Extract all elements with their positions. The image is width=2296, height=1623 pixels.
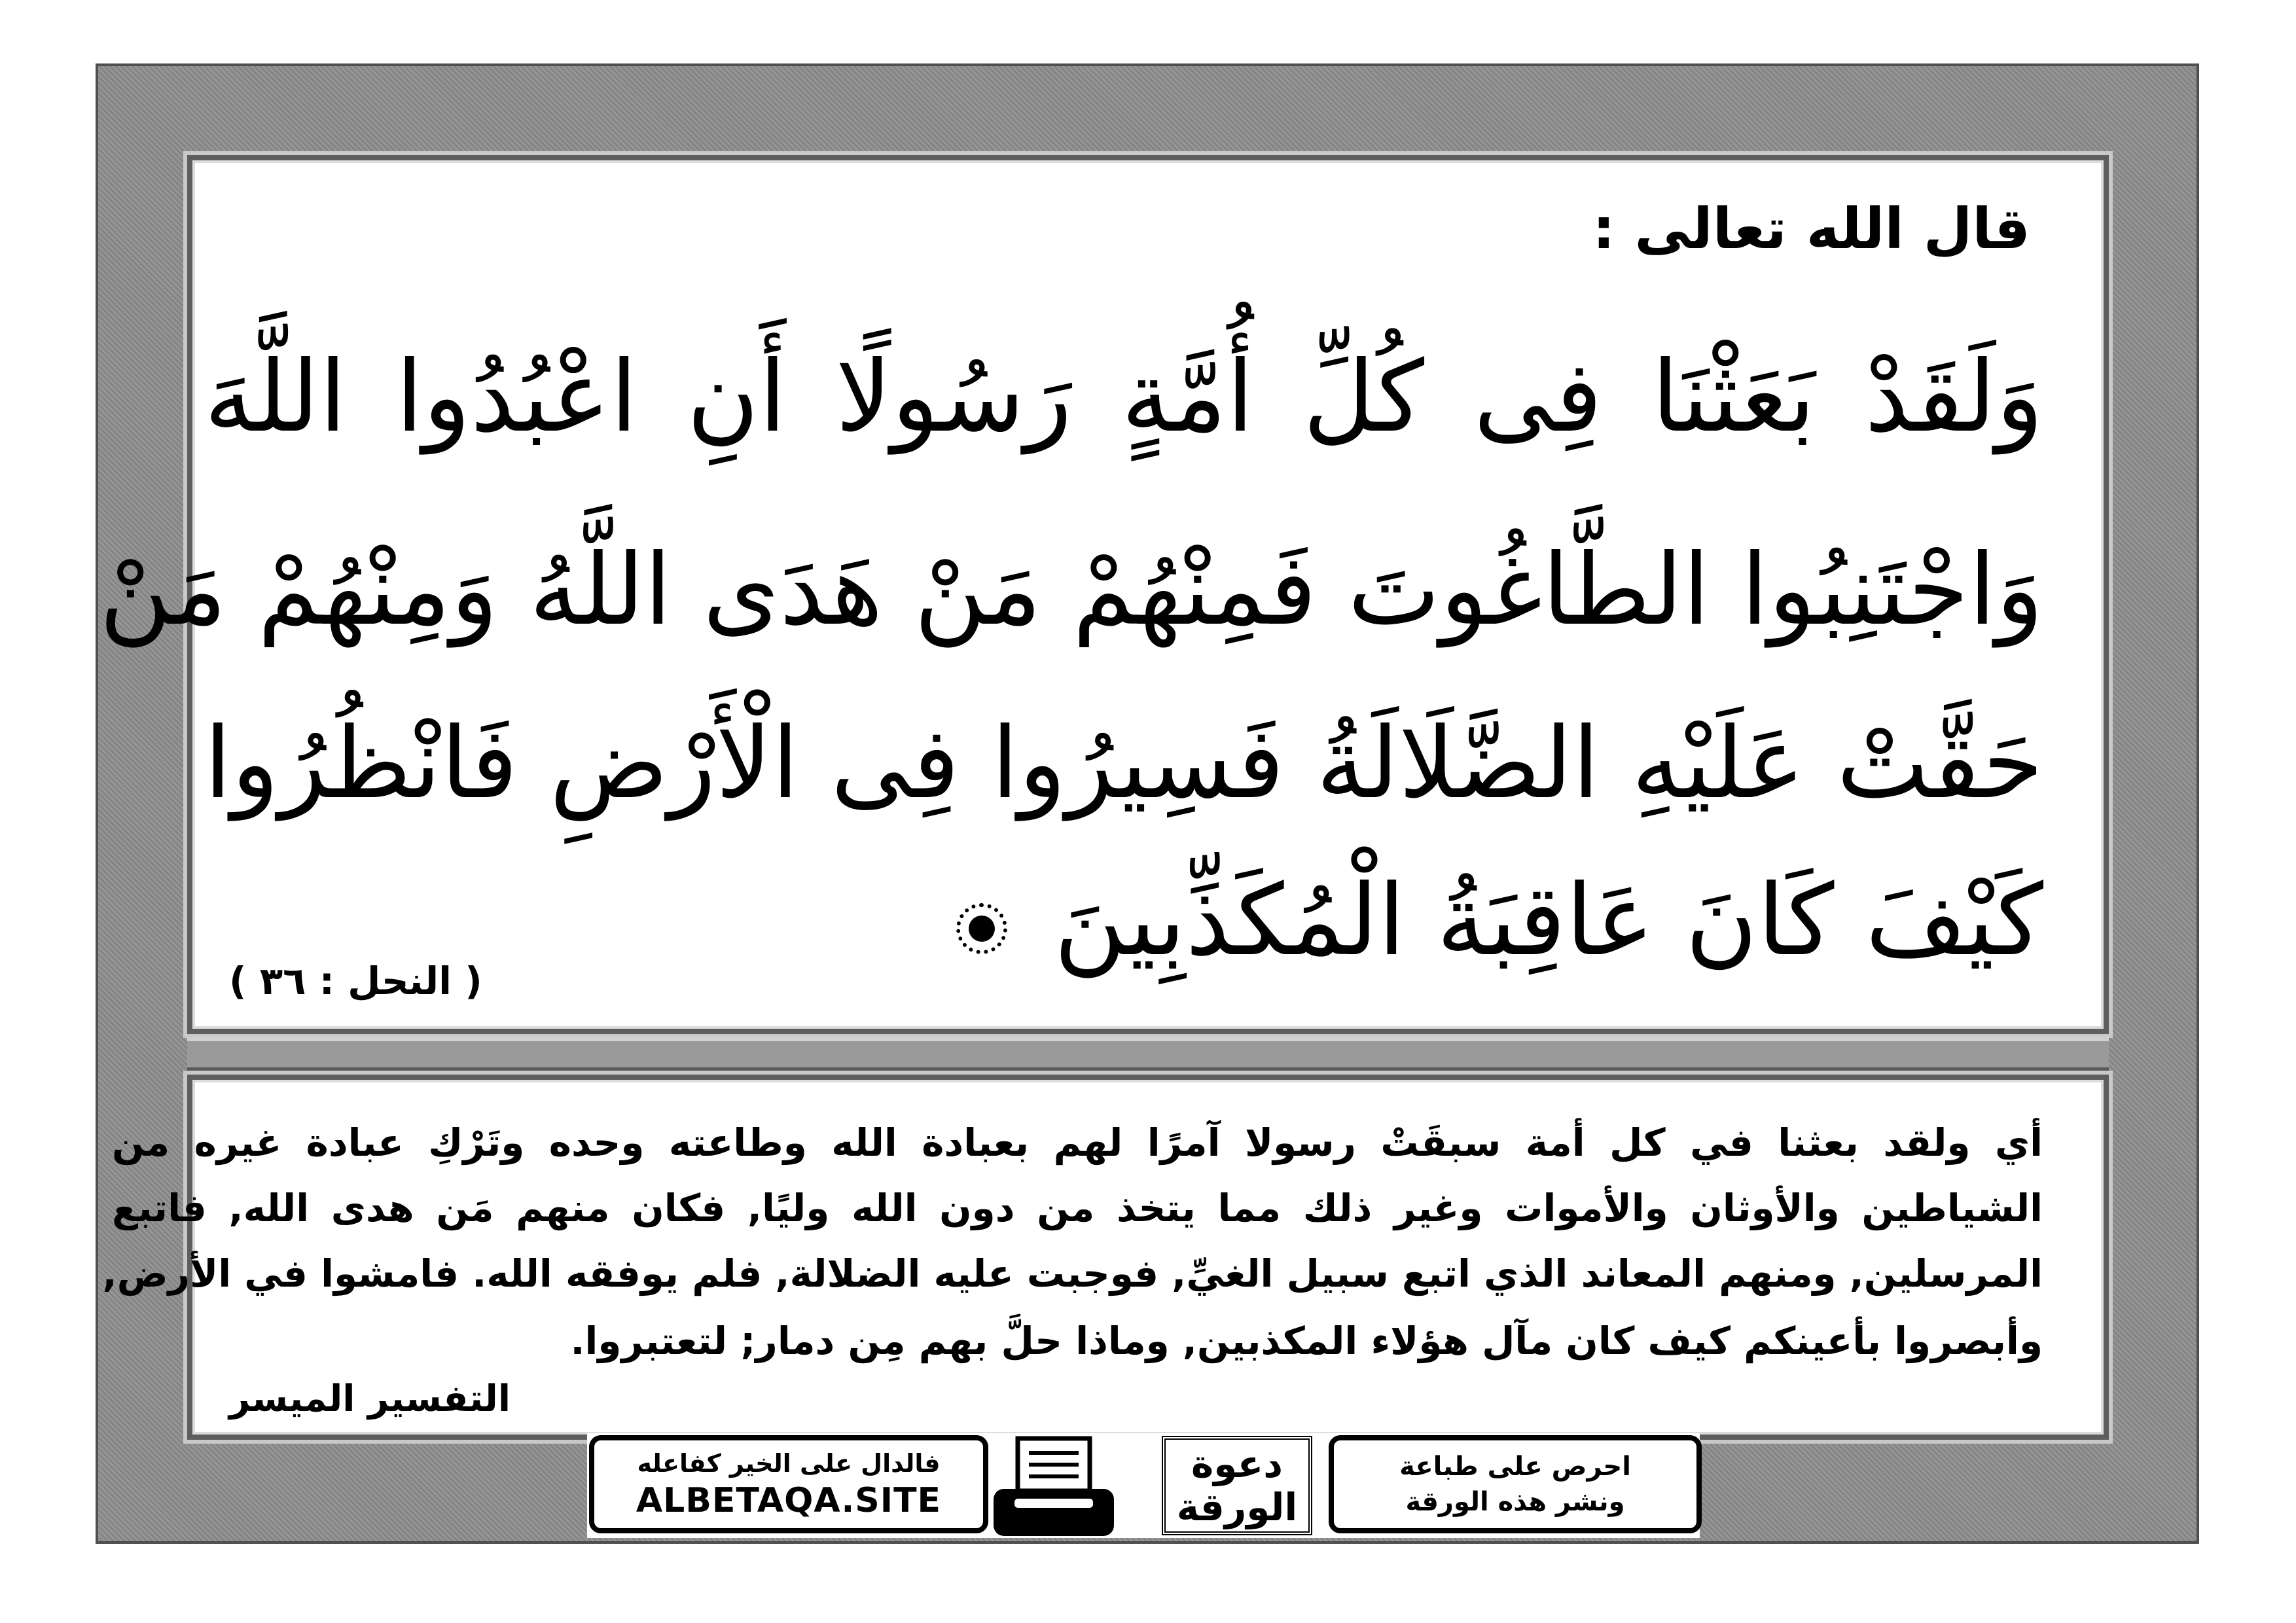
tafsir-line-2: الشياطين والأوثان والأموات وغير ذلك مما يتخذ من دون الله وليًا, فكان منهم مَن هدى الله, فاتبع [112, 1186, 2043, 1230]
verse-line-4-text: كَيْفَ كَانَ عَاقِبَةُ الْمُكَذِّبِينَ [1054, 864, 2043, 978]
surah-reference: ( النحل : ٣٦ ) [229, 959, 482, 1003]
footer-proverb: فالدال على الخير كفاعله [637, 1449, 941, 1478]
verse-heading: قال الله تعالى : [1592, 196, 2030, 262]
ayah-end-icon [956, 903, 1007, 954]
footer-print-line-2: ونشر هذه الورقة [1405, 1487, 1625, 1517]
panel-divider [187, 1037, 2109, 1071]
footer-print-note [1329, 1435, 1702, 1533]
site-url[interactable]: ALBETAQA.SITE [636, 1481, 942, 1520]
brand-logo [1162, 1427, 1312, 1544]
tafsir-line-1: أي ولقد بعثنا في كل أمة سبقَتْ رسولا آمرًا لهم بعبادة الله وطاعته وحده وتَرْكِ عبادة غيره من [112, 1120, 2043, 1165]
verse-line-1: وَلَقَدْ بَعَثْنَا فِى كُلِّ أُمَّةٍ رَسُولًا أَنِ اعْبُدُوا اللَّهَ [204, 340, 2043, 454]
tafsir-line-3: المرسلين, ومنهم المعاند الذي اتبع سبيل الغيِّ, فوجبت عليه الضلالة, فلم يوفقه الله. فامشوا في الأرض, [102, 1251, 2043, 1296]
tafsir-source: التفسير الميسر [229, 1378, 511, 1420]
footer-site-box [589, 1435, 988, 1533]
footer-print-line-1: احرص على طباعة [1399, 1452, 1631, 1482]
tafsir-line-4: وأبصروا بأعينكم كيف كان مآل هؤلاء المكذبين, وماذا حلَّ بهم مِن دمار; لتعتبروا. [570, 1319, 2043, 1363]
verse-line-2: وَاجْتَنِبُوا الطَّاغُوتَ فَمِنْهُمْ مَنْ هَدَى اللَّهُ وَمِنْهُمْ مَنْ [99, 533, 2043, 647]
brand-logo-text: دعوة الورقة [1162, 1436, 1312, 1535]
printer-icon [988, 1433, 1119, 1544]
verse-line-3: حَقَّتْ عَلَيْهِ الضَّلَالَةُ فَسِيرُوا فِى الْأَرْضِ فَانْظُرُوا [204, 707, 2043, 821]
